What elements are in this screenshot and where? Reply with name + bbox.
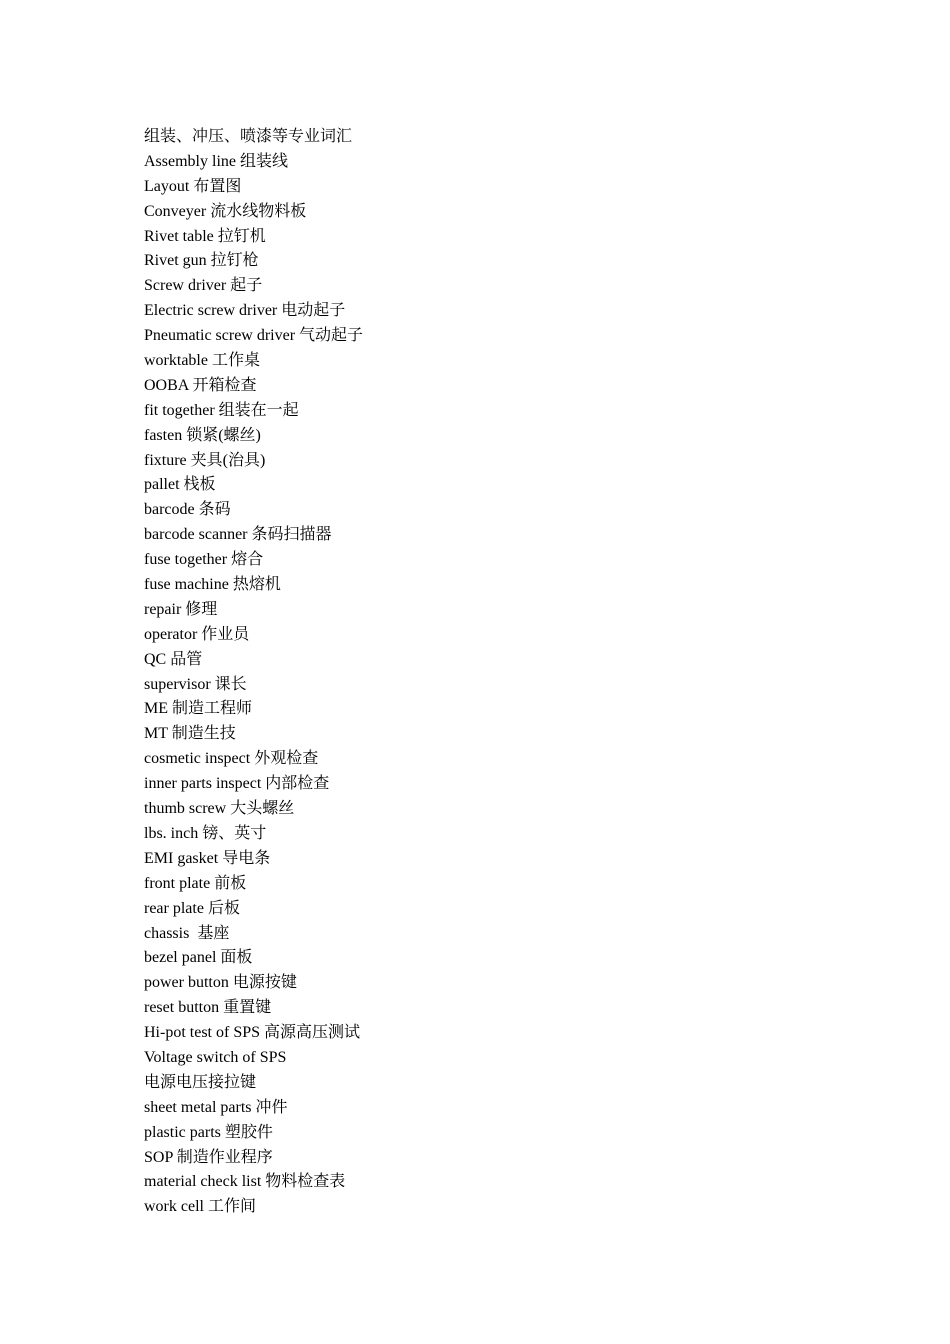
- list-item: Voltage switch of SPS: [144, 1048, 287, 1066]
- list-item: rear plate 后板: [144, 899, 240, 917]
- list-item: Rivet table 拉钉机: [144, 227, 266, 245]
- list-item: thumb screw 大头螺丝: [144, 800, 295, 818]
- list-item: fuse together 熔合: [144, 551, 264, 569]
- list-item: Screw driver 起子: [144, 277, 263, 295]
- list-item: fasten 锁紧(螺丝): [144, 426, 261, 444]
- list-item: front plate 前板: [144, 874, 247, 892]
- list-item: cosmetic inspect 外观检查: [144, 750, 319, 768]
- list-item: OOBA 开箱检查: [144, 376, 257, 394]
- list-item: operator 作业员: [144, 625, 250, 643]
- list-item: fuse machine 热熔机: [144, 576, 281, 594]
- vocabulary-list: [144, 125, 824, 1220]
- list-item: plastic parts 塑胶件: [144, 1123, 273, 1141]
- list-item: sheet metal parts 冲件: [144, 1098, 288, 1116]
- list-item: supervisor 课长: [144, 675, 247, 693]
- list-item: 电源电压接拉键: [144, 1073, 257, 1091]
- list-item: fit together 组装在一起: [144, 401, 299, 419]
- list-item: EMI gasket 导电条: [144, 849, 271, 867]
- list-item: ME 制造工程师: [144, 700, 253, 718]
- list-item: SOP 制造作业程序: [144, 1148, 273, 1166]
- list-item: barcode scanner 条码扫描器: [144, 526, 332, 544]
- list-item: QC 品管: [144, 650, 203, 668]
- list-item: inner parts inspect 内部检查: [144, 775, 330, 793]
- list-item: lbs. inch 镑、英寸: [144, 824, 267, 842]
- list-item: Conveyer 流水线物料板: [144, 202, 307, 220]
- list-item: bezel panel 面板: [144, 949, 253, 967]
- list-item: material check list 物料检查表: [144, 1173, 346, 1191]
- list-item: worktable 工作桌: [144, 352, 260, 370]
- list-item: Rivet gun 拉钉枪: [144, 252, 259, 270]
- list-item: Layout 布置图: [144, 177, 242, 195]
- list-item: Hi-pot test of SPS 高源高压测试: [144, 1024, 361, 1042]
- list-item: Pneumatic screw driver 气动起子: [144, 327, 364, 345]
- list-item: chassis 基座: [144, 924, 230, 942]
- document-title: 组装、冲压、喷漆等专业词汇: [144, 128, 353, 145]
- list-item: power button 电源按键: [144, 974, 297, 992]
- list-item: pallet 栈板: [144, 476, 216, 494]
- list-item: Electric screw driver 电动起子: [144, 302, 346, 320]
- list-item: barcode 条码: [144, 501, 231, 519]
- list-item: fixture 夹具(治具): [144, 451, 266, 469]
- list-item: Assembly line 组装线: [144, 152, 288, 170]
- list-item: work cell 工作间: [144, 1198, 256, 1216]
- list-item: MT 制造生技: [144, 725, 236, 743]
- list-item: reset button 重置键: [144, 999, 272, 1017]
- list-item: repair 修理: [144, 600, 218, 618]
